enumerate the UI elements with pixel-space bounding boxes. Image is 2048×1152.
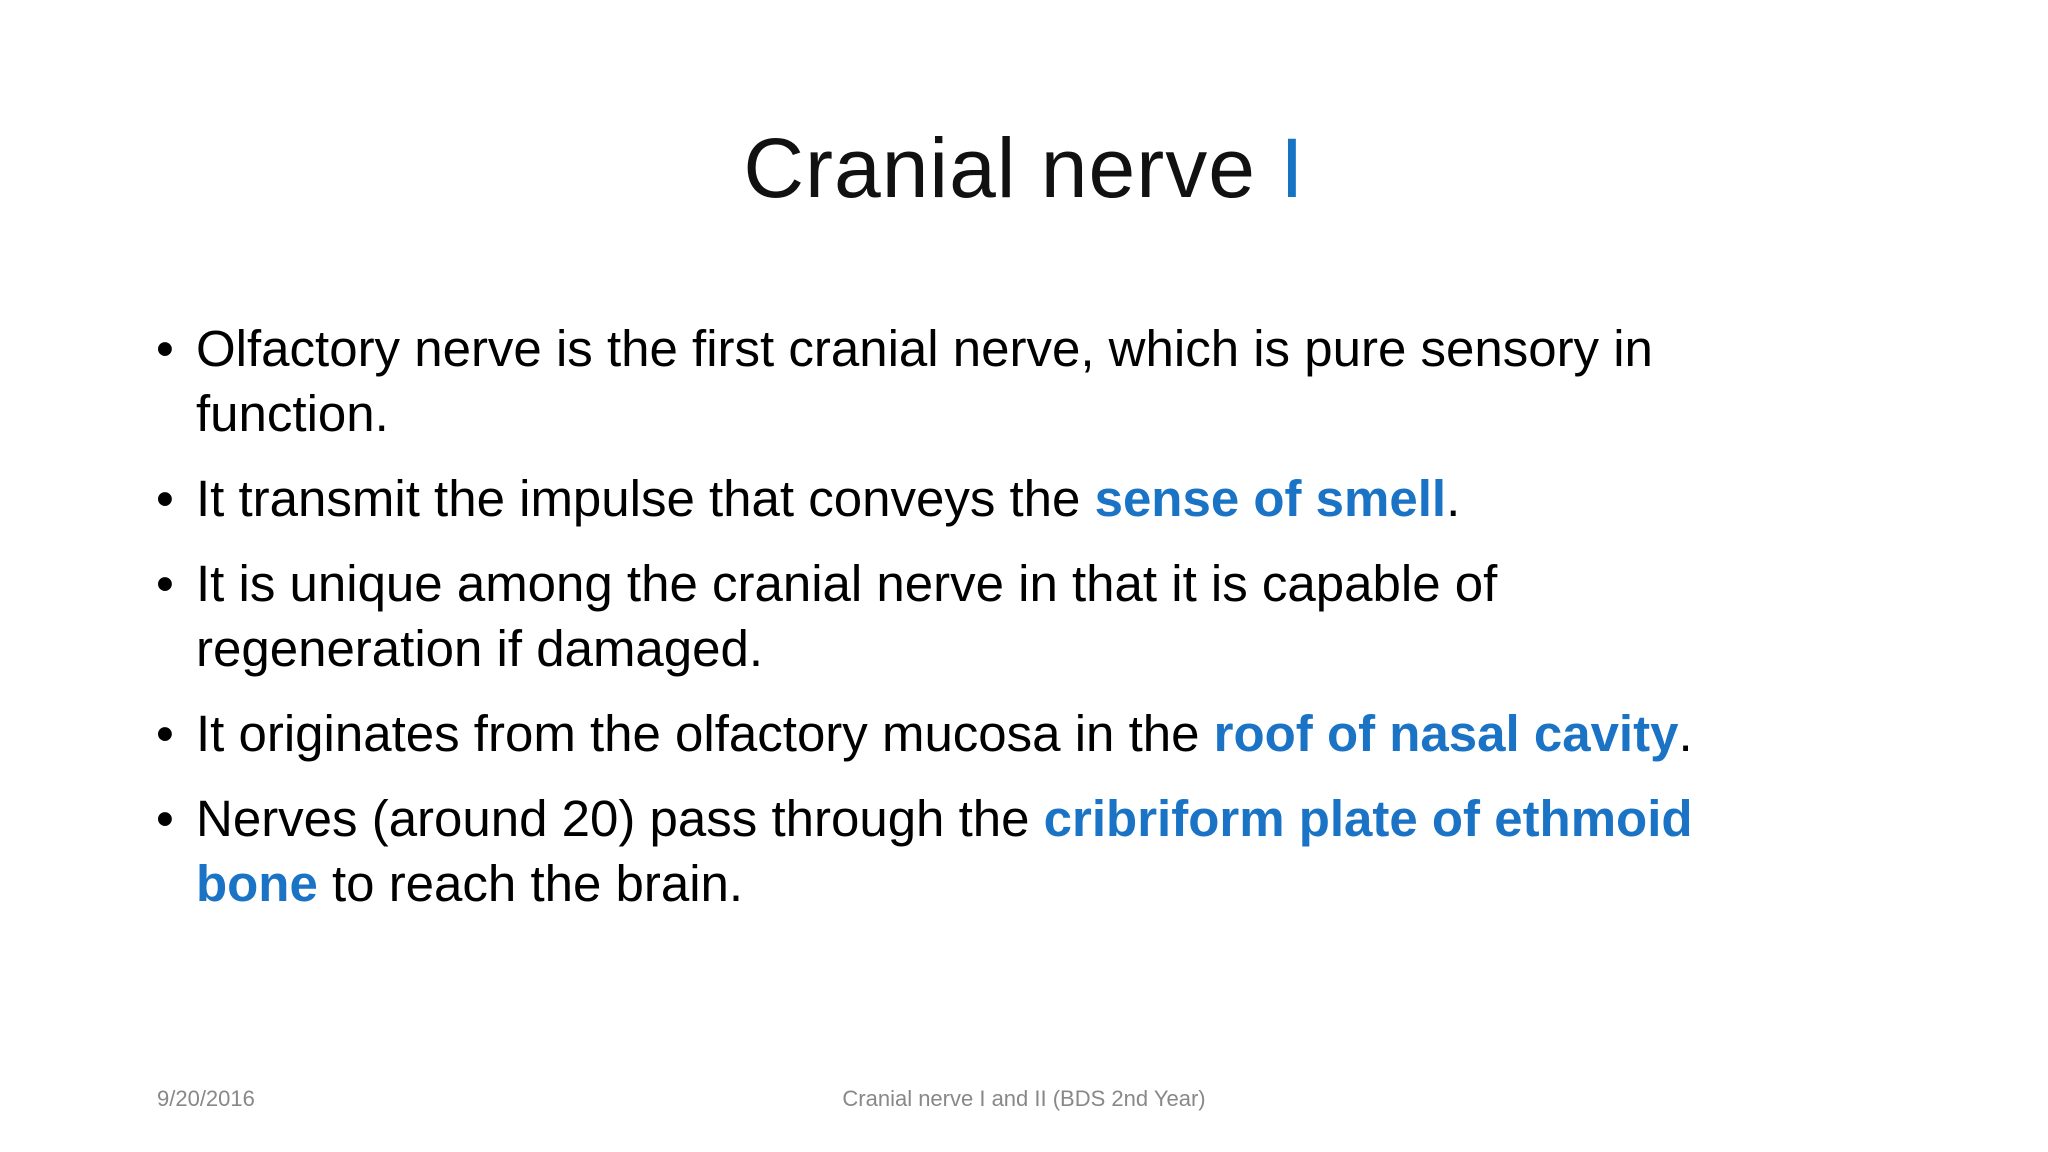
bullet-text: to reach the brain. xyxy=(317,855,744,912)
title-text: Cranial nerve xyxy=(743,121,1281,215)
slide-title xyxy=(0,118,2048,218)
bullet-dot-icon: • xyxy=(156,790,174,847)
bullet-dot-icon: • xyxy=(156,470,174,527)
bullet-dot-icon: • xyxy=(156,705,174,762)
bullet-dot-icon: • xyxy=(156,555,174,612)
bullet-text: Olfactory nerve is the first cranial nerve, which is pure sensory in function. xyxy=(196,320,1653,442)
bullet-highlight: sense of smell xyxy=(1094,470,1447,527)
title-accent: I xyxy=(1280,121,1305,215)
bullet-item xyxy=(156,786,1796,916)
bullet-text: . xyxy=(1446,470,1461,527)
bullet-text: It is unique among the cranial nerve in that it is capable of regeneration if damaged. xyxy=(196,555,1498,677)
bullet-dot-icon: • xyxy=(156,320,174,377)
bullet-item xyxy=(156,701,1796,766)
bullet-item xyxy=(156,316,1796,446)
footer-date: 9/20/2016 xyxy=(157,1086,255,1111)
bullet-highlight: roof of nasal cavity xyxy=(1213,705,1679,762)
bullet-text: It transmit the impulse that conveys the xyxy=(196,470,1095,527)
bullet-list xyxy=(156,316,1796,936)
bullet-highlight: cribriform plate of ethmoid bone xyxy=(196,790,1693,912)
bullet-item xyxy=(156,551,1796,681)
bullet-text: It originates from the olfactory mucosa in the xyxy=(196,705,1214,762)
footer-title: Cranial nerve I and II (BDS 2nd Year) xyxy=(842,1086,1206,1111)
bullet-item xyxy=(156,466,1796,531)
bullet-text: Nerves (around 20) pass through the xyxy=(196,790,1044,847)
bullet-text: . xyxy=(1678,705,1693,762)
